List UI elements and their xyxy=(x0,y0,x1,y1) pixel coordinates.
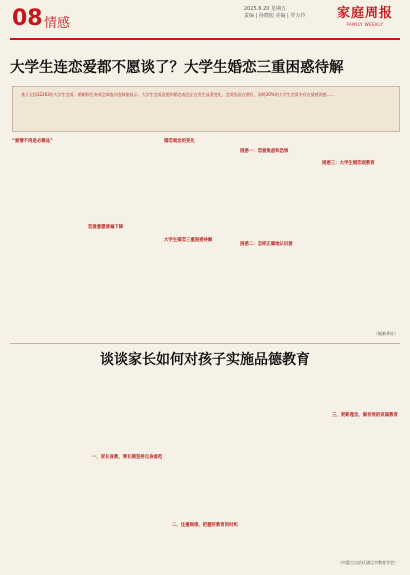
article2-column-4 xyxy=(252,372,326,568)
article2-column-3 xyxy=(172,372,246,568)
article1-subhead-6: 困惑二：怎样正确地认识爱 xyxy=(240,242,293,247)
article1-headline: 大学生连恋爱都不愿谈了？大学生婚恋三重困惑待解 xyxy=(10,60,344,76)
article2-headline: 谈谈家长如何对孩子实施品德教育 xyxy=(100,352,310,368)
article1-column-3 xyxy=(164,136,234,338)
header-rule xyxy=(10,38,400,40)
article1-subhead-5: 困惑一：恋爱焦虑和恐惧 xyxy=(240,149,289,154)
article1-lead: 基于全国32263份大学生恋爱、婚姻和生育观念调查问卷数据显示，大学生恋爱意愿和婚恋观念正在发生显著变化，恋爱焦虑在增长，同时20%的大学生恋爱中存在情感困惑…… xyxy=(21,92,335,97)
article1-subhead-2: 恋爱意愿普遍下降 xyxy=(88,225,124,230)
article1-subhead-7: 困惑三：大学生婚恋观教育 xyxy=(322,161,375,166)
article-separator xyxy=(10,343,400,344)
article2-column-1 xyxy=(12,372,86,568)
page-header xyxy=(0,0,410,44)
article2-subhead-2: 二、注重规律，把握好教育的时机 xyxy=(172,523,238,528)
page-number: 08 xyxy=(12,6,43,31)
article1-lead-box xyxy=(12,86,400,132)
article1-column-1 xyxy=(12,136,82,338)
article2-subhead-3: 三、更新理念，做有效的家庭教育 xyxy=(332,413,398,418)
article2-subhead-1: 一、家长身教，要长期坚持自身垂范 xyxy=(92,455,163,460)
issue-editors: 责编 | 孙晓旭 美编 | 罗万玲 xyxy=(244,13,306,19)
article1-column-4 xyxy=(240,136,316,338)
masthead xyxy=(332,2,398,27)
article2-column-5 xyxy=(332,372,400,568)
article1-column-5 xyxy=(322,136,400,338)
masthead-title: 家庭周报 xyxy=(336,6,393,21)
article1-subhead-3: 婚恋观念的变化 xyxy=(164,139,195,144)
issue-meta xyxy=(244,6,305,20)
article1-subhead-4: 大学生婚恋三重困惑待解 xyxy=(164,238,213,243)
issue-date: 2025.6.20 星期五 xyxy=(244,6,287,12)
article1-column-2 xyxy=(88,136,158,338)
section-name: 情感 xyxy=(44,16,71,31)
article2-byline: （内蒙古自治区通辽市教育学会） xyxy=(338,560,398,565)
article1-byline: （据新华社） xyxy=(374,331,398,336)
masthead-subtitle: FAMILY WEEKLY xyxy=(346,22,384,27)
article2-column-2 xyxy=(92,372,166,568)
article1-subhead-1: “爱情不再是必需品” xyxy=(12,139,53,144)
